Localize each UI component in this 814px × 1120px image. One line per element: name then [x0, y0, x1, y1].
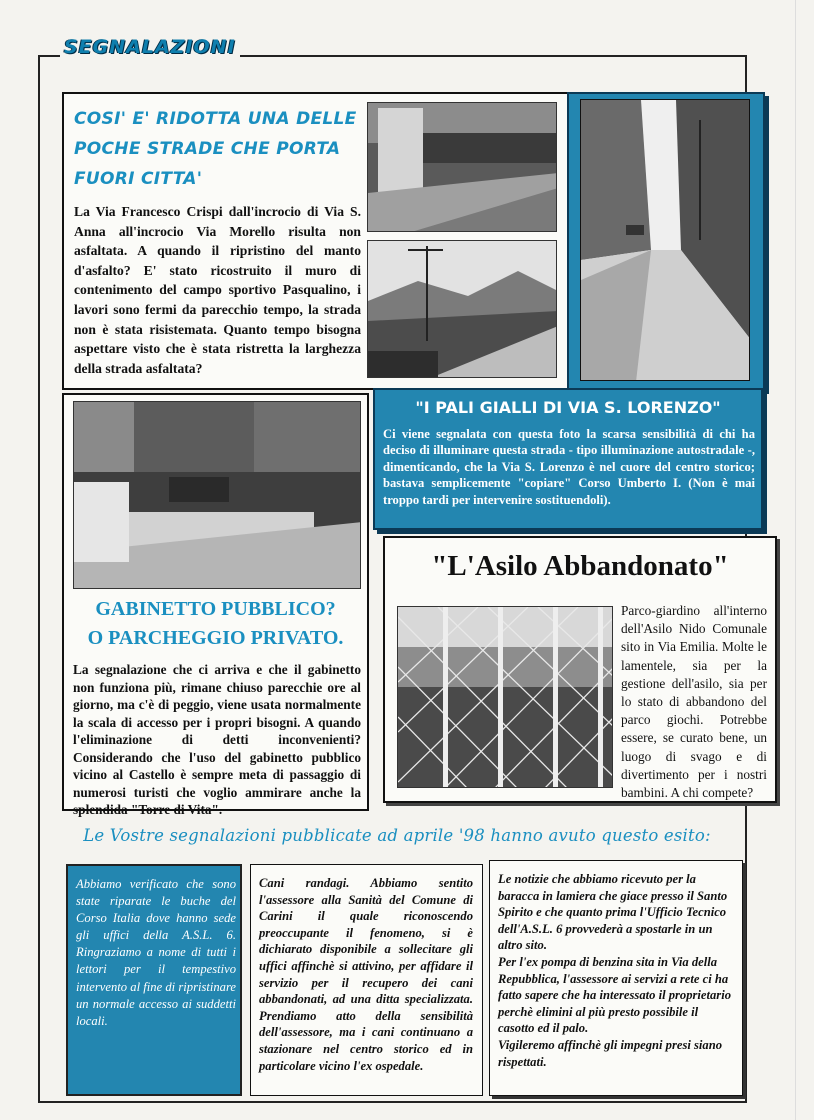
section-header: SEGNALAZIONI — [60, 36, 240, 58]
article3-title-line2: O PARCHEGGIO PRIVATO. — [87, 627, 344, 649]
article-gabinetto-pubblico — [62, 393, 369, 817]
photo-frame-via-lorenzo — [567, 92, 765, 390]
article1-body: La Via Francesco Crispi dall'incrocio di Via S. Anna all'incrocio Via Morello risulta non asfaltata. A quando il ripristino del manto d'asfalto? E' stato ricostruito il muro di contenimento del campo sportivo Pasqualino, i lavori sono fermi da parecchio tempo, la strada non è stata risistemata. Quanto tempo bisogna aspettare visto che è stata ristretta la larghezza della strada asfaltata? — [74, 204, 361, 376]
article2-title: "I PALI GIALLI DI VIA S. LORENZO" — [415, 398, 721, 417]
photo-road-hills — [367, 240, 557, 378]
article4-body: Parco-giardino all'interno dell'Asilo Nido Comunale sito in Via Emilia. Molte le lamentele, sia per la gestione dell'asilo, sia per lo stato di abbandono del parco giochi. Potrebbe essere, se curato bene, un luogo di svago e di divertimento per i nostri bambini. A chi compete? — [621, 603, 767, 801]
article3-title-line1: GABINETTO PUBBLICO? — [95, 598, 336, 620]
article1-title-line1: COSI' E' RIDOTTA UNA DELLE — [74, 109, 357, 129]
photo-street-wall — [367, 102, 557, 232]
article3-title — [64, 595, 367, 653]
article1-title-line3: FUORI CITTA' — [74, 169, 203, 189]
result3-text — [498, 871, 734, 1070]
article3-body: La segnalazione che ci arriva e che il gabinetto non funziona più, rimane chiuso parecchie ore al giorno, ma c'è di peggio, viene usata normalmente la scala di accesso per i propri bisogni. A quando l'eliminazione di detti inconvenienti? Considerando che l'uso del gabinetto pubblico vicino al Castello è sempre meta di passaggio di numerosi turisti che voglio ammirare anche la splendida "Torre di Vita". — [73, 662, 361, 817]
result-corso-italia — [66, 864, 242, 1096]
article1-title-line2: POCHE STRADE CHE PORTA — [74, 139, 341, 159]
photo-via-san-lorenzo — [580, 99, 750, 381]
result1-text: Abbiamo verificato che sono state riparate le buche del Corso Italia dove hanno sede gli uffici della A.S.L. 6. Ringraziamo a nome di tutti i lettori per il tempestivo intervento al fine di ripristinare un normale accesso ai suddetti locali. — [76, 877, 236, 1028]
page-edge — [795, 0, 796, 1120]
article-pali-gialli — [373, 388, 763, 530]
result3-p1: Le notizie che abbiamo ricevuto per la baracca in lamiera che giace presso il Santo Spirito e che quanto prima l'Ufficio Tecnico dell'A.S.L. 6 provvederà a spostarle in un altro sito. — [498, 872, 728, 953]
result-cani-randagi — [250, 864, 483, 1096]
article2-body: Ci viene segnalata con questa foto la scarsa sensibilità di chi ha deciso di illuminare questa strada - tipo illuminazione autostradale -, dimenticando, che la Via S. Lorenzo è nel cuore del centro storico; bastava semplicemente "copiare" Corso Umberto I. (Non è mai troppo tardi per intervenire sostituendoli). — [383, 427, 755, 507]
article-strada-fuori-citta — [62, 92, 570, 390]
results-heading: Le Vostre segnalazioni pubblicate ad aprile '98 hanno avuto questo esito: — [83, 826, 711, 845]
result2-text: Cani randagi. Abbiamo sentito l'assessore alla Sanità del Comune di Carini il quale riconoscendo preoccupante il fenomeno, si è dichiarato disponibile a sollecitare gli uffici affinchè si attivino, per affidare il servizio per il recupero dei cani abbandonati, ad una ditta specializzata. Prendiamo atto della sensibilità dell'assessore, ma i cani continuano a stazionare nel centro storico ed in particolare vicino l'ex ospedale. — [259, 876, 473, 1073]
result3-p3: Vigileremo affinchè gli impegni presi siano rispettati. — [498, 1037, 723, 1069]
article4-title: "L'Asilo Abbandonato" — [431, 550, 729, 582]
photo-asilo-recinzione — [397, 606, 613, 788]
article-asilo-abbandonato — [383, 536, 777, 803]
result3-p2: Per l'ex pompa di benzina sita in Via della Repubblica, l'assessore ai servizi a rete ci ha fatto sapere che ha interessato il proprietario perchè elimini al più presto possibile il casotto ed il palo. — [498, 954, 731, 1036]
result-baracca-lamiera — [489, 860, 743, 1096]
article1-title — [74, 104, 357, 194]
photo-gabinetto-parcheggio — [73, 401, 361, 589]
